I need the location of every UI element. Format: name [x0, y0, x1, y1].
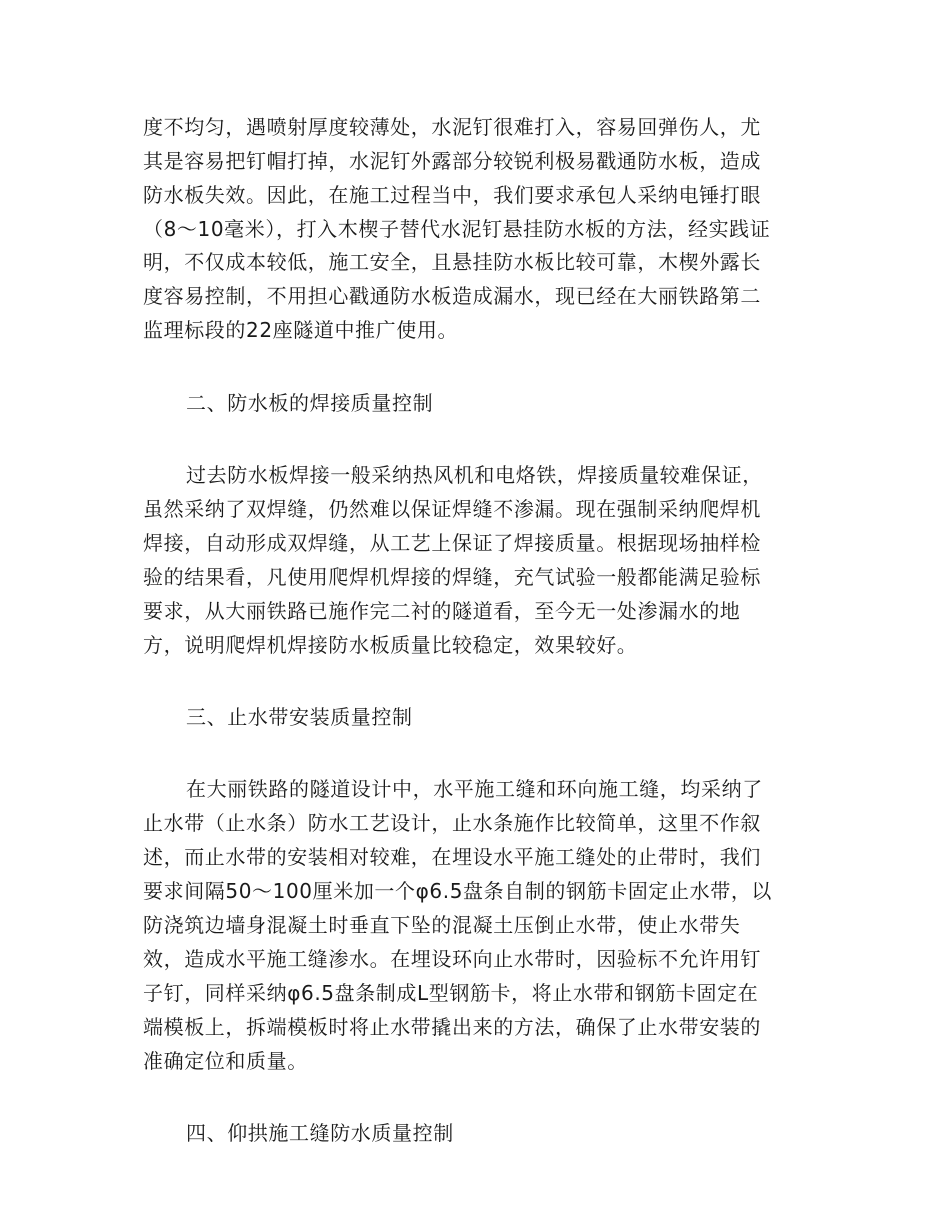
paragraph-3-line-5: 防浇筑边墙身混凝土时垂直下坠的混凝土压倒止水带，使止水带失 [143, 913, 741, 937]
paragraph-1-line-4: （8～10毫米），打入木楔子替代水泥钉悬挂防水板的方法，经实践证 [143, 217, 771, 241]
paragraph-2-line-2: 虽然采纳了双焊缝，仍然难以保证焊缝不渗漏。现在强制采纳爬焊机 [143, 497, 761, 521]
paragraph-1-line-1: 度不均匀，遇喷射厚度较薄处，水泥钉很难打入，容易回弹伤人，尤 [143, 115, 761, 139]
section-heading-2: 二、防水板的焊接质量控制 [186, 391, 434, 415]
paragraph-1-line-6: 度容易控制，不用担心戳通防水板造成漏水，现已经在大丽铁路第二 [143, 284, 761, 308]
paragraph-1-line-3: 防水板失效。因此，在施工过程当中，我们要求承包人采纳电锤打眼 [143, 183, 761, 207]
paragraph-3-line-4: 要求间隔50～100厘米加一个φ6.5盘条自制的钢筋卡固定止水带，以 [143, 879, 773, 903]
paragraph-3-line-1: 在大丽铁路的隧道设计中，水平施工缝和环向施工缝，均采纳了 [186, 777, 763, 801]
section-heading-3: 三、止水带安装质量控制 [186, 705, 413, 729]
section-heading-4: 四、仰拱施工缝防水质量控制 [186, 1121, 454, 1145]
paragraph-1-line-5: 明，不仅成本较低，施工安全，且悬挂防水板比较可靠，木楔外露长 [143, 250, 761, 274]
paragraph-3-line-3: 述，而止水带的安装相对较难，在埋设水平施工缝处的止带时，我们 [143, 845, 761, 869]
paragraph-2-line-1: 过去防水板焊接一般采纳热风机和电烙铁，焊接质量较难保证， [186, 463, 763, 487]
paragraph-3-line-9: 准确定位和质量。 [143, 1049, 308, 1073]
paragraph-2-line-5: 要求，从大丽铁路已施作完二衬的隧道看，至今无一处渗漏水的地 [143, 599, 741, 623]
paragraph-1-line-7: 监理标段的22座隧道中推广使用。 [143, 318, 459, 342]
paragraph-1-line-2: 其是容易把钉帽打掉，水泥钉外露部分较锐利极易戳通防水板，造成 [143, 149, 761, 173]
paragraph-3-line-2: 止水带（止水条）防水工艺设计，止水条施作比较简单，这里不作叙 [143, 811, 761, 835]
paragraph-3-line-8: 端模板上，拆端模板时将止水带撬出来的方法，确保了止水带安装的 [143, 1015, 761, 1039]
paragraph-3-line-6: 效，造成水平施工缝渗水。在埋设环向止水带时，因验标不允许用钉 [143, 947, 761, 971]
paragraph-3-line-7: 子钉，同样采纳φ6.5盘条制成L型钢筋卡，将止水带和钢筋卡固定在 [143, 981, 759, 1005]
paragraph-2-line-4: 验的结果看，凡使用爬焊机焊接的焊缝，充气试验一般都能满足验标 [143, 565, 761, 589]
paragraph-2-line-3: 焊接，自动形成双焊缝，从工艺上保证了焊接质量。根据现场抽样检 [143, 531, 761, 555]
paragraph-2-line-6: 方，说明爬焊机焊接防水板质量比较稳定，效果较好。 [143, 633, 638, 657]
